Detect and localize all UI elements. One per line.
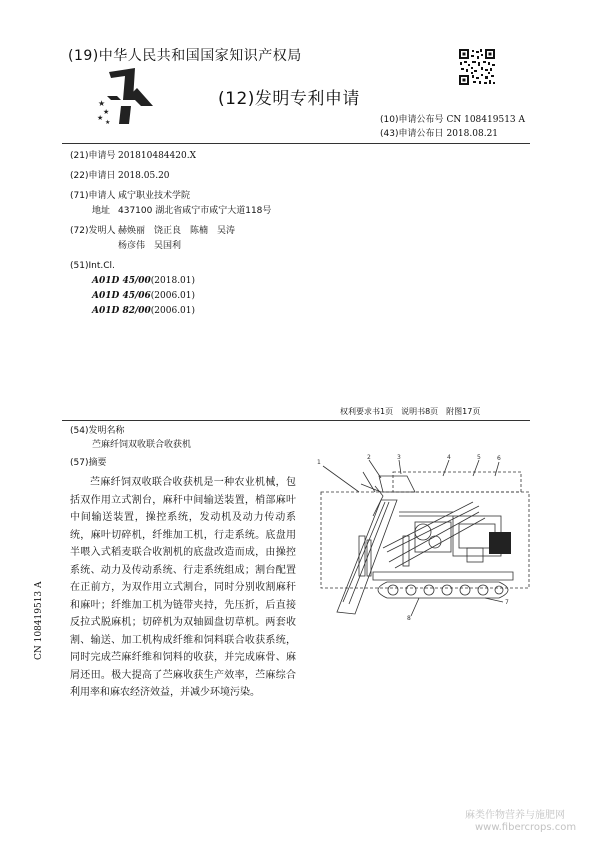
issuing-office: (19)中华人民共和国国家知识产权局 [68,48,302,64]
svg-text:8: 8 [407,615,411,622]
ipc-list [70,274,271,319]
biblio-block [70,149,271,319]
app-number: 201810484420.X [118,151,196,161]
side-pub-number: CN 108419513 A [34,581,44,660]
svg-text:5: 5 [477,454,481,461]
ipc-item: A01D 45/06(2006.01) [92,291,196,301]
svg-text:★: ★ [98,99,106,108]
ipc-label: (51)Int.Cl. [70,261,115,271]
header-divider [62,143,530,144]
svg-text:3: 3 [397,454,401,461]
invention-title: 苎麻纤饲双收联合收获机 [92,440,192,450]
app-date-label: (22)申请日 [70,171,116,181]
abstract-text: 苎麻纤饲双收联合收获机是一种农业机械，包括双作用立式割台，麻秆中间输送装置，梢部麻叶中间输送装置，操控系统，发动机及动力传动系统，麻叶切碎机，纤维加工机，行走系统。底盘用半喂入式稻麦联合收割机的底盘改造而成，由操控系统、动力及传动系统、行走系统组成；割台配置在正前方，为双作用立式割台，同时分别收割麻秆和麻叶；纤维加工机为链带夹持，先压折，后直接反拉式脱麻机；切碎机为双轴圆盘切草机。两套收割、输送、加工机构成纤维和饲料联合收获系统，同时完成苎麻纤维和饲料的收获，并完成麻骨、麻屑还田。极大提高了苎麻收获生产效率，苎麻综合利用率和麻农经济效益，并减少环境污染。 [70,477,296,698]
svg-text:4: 4 [447,454,451,461]
svg-text:★: ★ [105,119,111,126]
app-date: 2018.05.20 [118,171,170,181]
document-type: (12)发明专利申请 [218,89,360,109]
qr-code [458,48,496,86]
applicant: 咸宁职业技术学院 [118,191,191,201]
patent-office-logo [95,66,157,126]
address-row [70,204,271,219]
harvester-drawing [303,452,537,622]
svg-text:★: ★ [103,108,110,116]
inventor-label: (72)发明人 [70,226,116,236]
pub-date-label: (43)申请公布日 [380,129,444,139]
address: 437100 湖北省咸宁市咸宁大道118号 [118,206,272,216]
svg-text:2: 2 [367,454,371,461]
inventor-row [70,224,271,239]
title-label: (54)发明名称 [70,426,125,436]
pages-divider [62,420,530,421]
pub-number-label: (10)申请公布号 [380,115,444,125]
inventors-line2: 杨彦伟 吴国利 [118,241,182,251]
ipc-item: A01D 82/00(2006.01) [92,306,196,316]
inventor-row-2 [70,239,271,254]
watermark-url: www.fibercrops.com [475,822,577,833]
pub-date: 2018.08.21 [446,129,499,139]
svg-text:1: 1 [317,459,321,466]
publication-info [380,113,525,141]
app-number-row [70,149,271,164]
pub-number: CN 108419513 A [446,115,526,125]
applicant-label: (71)申请人 [70,191,116,201]
abstract-label: (57)摘要 [70,458,107,468]
svg-text:6: 6 [497,455,501,462]
svg-text:★: ★ [97,114,104,122]
app-number-label: (21)申请号 [70,151,116,161]
ipc-item: A01D 45/00(2018.01) [92,276,196,286]
inventors-line1: 赫焕丽 饶正良 陈楠 吴涛 [118,226,236,236]
applicant-row [70,189,271,204]
address-label: 地址 [92,206,111,216]
pages-info: 权利要求书1页 说明书8页 附图17页 [340,407,481,416]
watermark-text: 麻类作物营养与施肥网 [465,810,565,821]
svg-text:7: 7 [505,599,509,606]
app-date-row [70,169,271,184]
